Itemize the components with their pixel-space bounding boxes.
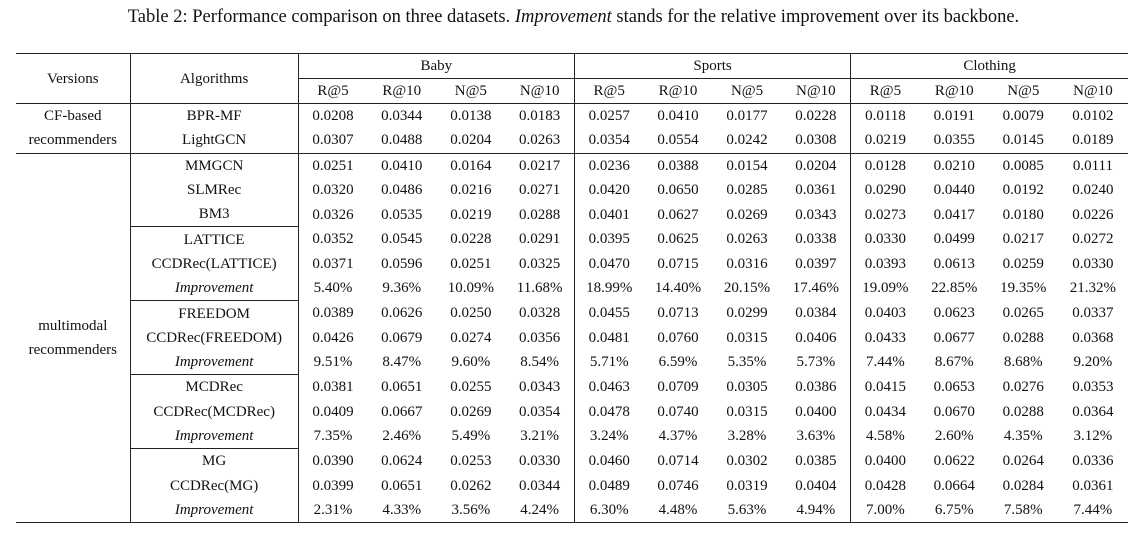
version-group-label [16, 104, 130, 154]
metric-value: 0.0499 [933, 231, 975, 248]
metric-value: 0.0713 [657, 305, 699, 322]
table-row [16, 252, 1128, 276]
header-metric-baby-3: N@10 [505, 79, 574, 104]
metric-value: 0.0481 [574, 326, 643, 350]
header-metric-clothing-3: N@10 [1058, 79, 1128, 104]
header-dataset-sports: Sports [574, 54, 850, 79]
metric-value: 0.0709 [657, 379, 699, 396]
metric-value: 5.63% [713, 498, 782, 523]
metric-value: 0.0118 [851, 104, 920, 129]
metric-value: 0.0102 [1058, 104, 1128, 129]
metric-value: 0.0470 [574, 252, 643, 276]
table-row [16, 424, 1128, 449]
metric-value: 6.59% [658, 354, 698, 371]
metric-value: 0.0307 [298, 128, 367, 153]
metric-value: 9.20% [1073, 354, 1113, 371]
header-metric-sports-3: N@10 [782, 79, 851, 104]
metric-value: 0.0228 [782, 104, 851, 129]
metric-value: 0.0740 [657, 403, 699, 420]
caption-suffix: stands for the relative improvement over its backbone. [616, 7, 1020, 27]
metric-value: 0.0463 [574, 375, 643, 400]
header-metric-baby-1: R@10 [367, 79, 436, 104]
metric-value: 0.0381 [298, 375, 367, 400]
table-row [16, 128, 1128, 153]
algorithm-name: MMGCN [130, 153, 298, 178]
metric-value: 0.0409 [298, 400, 367, 424]
algorithm-name: LightGCN [130, 128, 298, 153]
metric-value: 0.0164 [436, 153, 505, 178]
metric-value: 0.0554 [657, 132, 699, 149]
metric-value: 0.0368 [1072, 329, 1114, 346]
metric-value: 0.0326 [298, 202, 367, 227]
metric-value: 0.0299 [726, 305, 768, 322]
metric-value: 0.0269 [450, 403, 492, 420]
metric-value: 0.0664 [933, 477, 975, 494]
algorithm-name: LATTICE [130, 227, 298, 252]
metric-value: 0.0401 [574, 202, 643, 227]
metric-value: 3.12% [1073, 428, 1113, 445]
table-row [16, 449, 1128, 474]
metric-value: 0.0204 [782, 153, 851, 178]
algorithm-name: CCDRec(LATTICE) [130, 252, 298, 276]
metric-value: 0.0251 [298, 153, 367, 178]
metric-value: 0.0354 [574, 128, 643, 153]
metric-value: 0.0253 [450, 453, 492, 470]
metric-value: 0.0250 [450, 305, 492, 322]
metric-value: 0.0315 [726, 403, 768, 420]
metric-value: 0.0395 [574, 227, 643, 252]
algorithm-name: Improvement [130, 350, 298, 375]
metric-value: 3.56% [436, 498, 505, 523]
metric-value: 0.0271 [519, 182, 561, 199]
metric-value: 0.0344 [367, 104, 436, 129]
metric-value: 0.0404 [795, 477, 837, 494]
header-metric-clothing-1: R@10 [920, 79, 989, 104]
metric-value: 0.0336 [1072, 453, 1114, 470]
algorithm-name: CCDRec(MG) [130, 473, 298, 497]
metric-value: 0.0264 [1002, 453, 1044, 470]
header-dataset-clothing: Clothing [851, 54, 1128, 79]
metric-value: 0.0428 [851, 473, 920, 497]
version-label-line: CF-based [44, 108, 102, 125]
metric-value: 14.40% [654, 280, 702, 297]
header-metric-sports-1: R@10 [643, 79, 712, 104]
metric-value: 10.09% [447, 280, 494, 297]
metric-value: 0.0204 [450, 132, 492, 149]
metric-value: 0.0263 [726, 231, 768, 248]
metric-value: 0.0410 [643, 104, 712, 129]
metric-value: 0.0385 [795, 453, 837, 470]
metric-value: 0.0434 [851, 400, 920, 424]
metric-value: 0.0343 [519, 379, 561, 396]
metric-value: 0.0393 [851, 252, 920, 276]
metric-value: 0.0486 [381, 182, 423, 199]
metric-value: 0.0302 [726, 453, 768, 470]
metric-value: 5.40% [298, 276, 367, 301]
metric-value: 0.0386 [795, 379, 837, 396]
metric-value: 8.67% [934, 354, 974, 371]
algorithm-name: BPR-MF [130, 104, 298, 129]
table-row [16, 202, 1128, 227]
metric-value: 8.47% [382, 354, 422, 371]
metric-value: 0.0338 [795, 231, 837, 248]
metric-value: 0.0288 [1002, 403, 1044, 420]
caption-prefix: Table 2: Performance comparison on three datasets. [127, 7, 511, 27]
metric-value: 0.0670 [933, 403, 975, 420]
metric-value: 0.0622 [933, 453, 975, 470]
metric-value: 0.0085 [989, 153, 1058, 178]
metric-value: 0.0624 [381, 453, 423, 470]
metric-value: 0.0426 [298, 326, 367, 350]
metric-value: 0.0219 [851, 128, 920, 153]
table-row [16, 498, 1128, 523]
algorithm-name: MG [130, 449, 298, 474]
metric-value: 0.0262 [450, 477, 492, 494]
metric-value: 0.0308 [795, 132, 837, 149]
metric-value: 2.46% [382, 428, 422, 445]
algorithm-name: CCDRec(MCDRec) [130, 400, 298, 424]
metric-value: 0.0328 [519, 305, 561, 322]
metric-value: 7.44% [1058, 498, 1128, 523]
metric-value: 0.0371 [298, 252, 367, 276]
metric-value: 0.0128 [851, 153, 920, 178]
table-row [16, 276, 1128, 301]
metric-value: 0.0274 [450, 329, 492, 346]
metric-value: 0.0079 [989, 104, 1058, 129]
metric-value: 0.0478 [574, 400, 643, 424]
version-label-line: multimodal [38, 317, 108, 334]
metric-value: 0.0177 [713, 104, 782, 129]
metric-value: 0.0364 [1072, 403, 1114, 420]
algorithm-name: BM3 [130, 202, 298, 227]
metric-value: 0.0226 [1072, 206, 1114, 223]
header-algorithms: Algorithms [130, 54, 298, 104]
caption-italic-word: Improvement [514, 7, 612, 27]
version-group-label [16, 153, 130, 522]
algorithm-name: Improvement [130, 424, 298, 449]
metric-value: 0.0679 [381, 329, 423, 346]
header-metric-baby-2: N@5 [436, 79, 505, 104]
metric-value: 0.0319 [726, 477, 768, 494]
metric-value: 0.0255 [450, 379, 492, 396]
metric-value: 8.68% [1003, 354, 1043, 371]
metric-value: 0.0627 [657, 206, 699, 223]
version-label-line: recommenders [28, 341, 117, 358]
metric-value: 0.0180 [1002, 206, 1044, 223]
metric-value: 7.35% [298, 424, 367, 449]
metric-value: 0.0623 [933, 305, 975, 322]
metric-value: 8.54% [520, 354, 560, 371]
metric-value: 7.00% [851, 498, 920, 523]
metric-value: 18.99% [574, 276, 643, 301]
metric-value: 0.0545 [381, 231, 423, 248]
metric-value: 0.0259 [1002, 255, 1044, 272]
metric-value: 0.0240 [1072, 182, 1114, 199]
metric-value: 3.63% [796, 428, 836, 445]
metric-value: 5.49% [451, 428, 491, 445]
table-row [16, 178, 1128, 202]
metric-value: 0.0330 [1072, 255, 1114, 272]
metric-value: 0.0242 [726, 132, 768, 149]
metric-value: 0.0138 [436, 104, 505, 129]
metric-value: 0.0145 [1002, 132, 1044, 149]
metric-value: 0.0455 [574, 301, 643, 326]
metric-value: 0.0355 [933, 132, 975, 149]
metric-value: 0.0415 [851, 375, 920, 400]
metric-value: 0.0257 [574, 104, 643, 129]
metric-value: 0.0288 [1002, 329, 1044, 346]
metric-value: 0.0397 [795, 255, 837, 272]
table-row [16, 301, 1128, 326]
metric-value: 0.0667 [381, 403, 423, 420]
metric-value: 7.58% [989, 498, 1058, 523]
metric-value: 0.0290 [851, 178, 920, 202]
metric-value: 0.0343 [795, 206, 837, 223]
metric-value: 0.0192 [1002, 182, 1044, 199]
metric-value: 0.0263 [519, 132, 561, 149]
metric-value: 0.0353 [1072, 379, 1114, 396]
metric-value: 0.0337 [1072, 305, 1114, 322]
table-row [16, 227, 1128, 252]
metric-value: 0.0228 [450, 231, 492, 248]
header-metric-sports-2: N@5 [713, 79, 782, 104]
metric-value: 0.0361 [1072, 477, 1114, 494]
algorithm-name: Improvement [130, 498, 298, 523]
metric-value: 0.0316 [726, 255, 768, 272]
metric-value: 0.0715 [657, 255, 699, 272]
metric-value: 3.24% [574, 424, 643, 449]
header-metric-clothing-2: N@5 [989, 79, 1058, 104]
metric-value: 0.0399 [298, 473, 367, 497]
version-label-line: recommenders [28, 132, 117, 149]
metric-value: 0.0315 [726, 329, 768, 346]
metric-value: 0.0400 [795, 403, 837, 420]
metric-value: 5.73% [796, 354, 836, 371]
metric-value: 0.0714 [657, 453, 699, 470]
metric-value: 0.0390 [298, 449, 367, 474]
table-row [16, 104, 1128, 129]
header-metric-clothing-0: R@5 [851, 79, 920, 104]
metric-value: 0.0352 [298, 227, 367, 252]
metric-value: 0.0217 [1002, 231, 1044, 248]
table-row [16, 400, 1128, 424]
header-dataset-baby: Baby [298, 54, 574, 79]
metric-value: 0.0384 [795, 305, 837, 322]
metric-value: 0.0251 [450, 255, 492, 272]
metric-value: 4.37% [658, 428, 698, 445]
metric-value: 0.0320 [298, 178, 367, 202]
table-caption [0, 6, 1147, 28]
metric-value: 0.0111 [1058, 153, 1128, 178]
metric-value: 0.0189 [1072, 132, 1114, 149]
metric-value: 0.0330 [519, 453, 561, 470]
metric-value: 7.44% [851, 350, 920, 375]
metric-value: 0.0236 [574, 153, 643, 178]
metric-value: 5.35% [727, 354, 767, 371]
metric-value: 0.0403 [851, 301, 920, 326]
metric-value: 0.0389 [298, 301, 367, 326]
table-row [16, 326, 1128, 350]
metric-value: 0.0356 [519, 329, 561, 346]
metric-value: 0.0216 [450, 182, 492, 199]
metric-value: 0.0746 [657, 477, 699, 494]
metric-value: 4.94% [782, 498, 851, 523]
metric-value: 4.35% [1003, 428, 1043, 445]
metric-value: 22.85% [931, 280, 978, 297]
metric-value: 9.60% [451, 354, 491, 371]
metric-value: 0.0288 [519, 206, 561, 223]
metric-value: 11.68% [516, 280, 563, 297]
metric-value: 2.60% [934, 428, 974, 445]
metric-value: 0.0406 [795, 329, 837, 346]
metric-value: 0.0613 [933, 255, 975, 272]
metric-value: 0.0651 [381, 379, 423, 396]
metric-value: 0.0344 [519, 477, 561, 494]
metric-value: 0.0460 [574, 449, 643, 474]
table-row [16, 375, 1128, 400]
metric-value: 21.32% [1069, 280, 1117, 297]
metric-value: 4.24% [505, 498, 574, 523]
metric-value: 0.0191 [920, 104, 989, 129]
results-table [16, 53, 1128, 523]
metric-value: 3.21% [520, 428, 560, 445]
header-metric-baby-0: R@5 [298, 79, 367, 104]
metric-value: 0.0272 [1072, 231, 1114, 248]
metric-value: 20.15% [723, 280, 771, 297]
metric-value: 6.75% [920, 498, 989, 523]
metric-value: 0.0361 [795, 182, 837, 199]
metric-value: 2.31% [298, 498, 367, 523]
metric-value: 0.0183 [505, 104, 574, 129]
metric-value: 0.0650 [657, 182, 699, 199]
metric-value: 9.36% [382, 280, 422, 297]
algorithm-name: CCDRec(FREEDOM) [130, 326, 298, 350]
metric-value: 4.33% [367, 498, 436, 523]
metric-value: 0.0535 [381, 206, 423, 223]
metric-value: 0.0417 [933, 206, 975, 223]
metric-value: 0.0325 [519, 255, 561, 272]
algorithm-name: SLMRec [130, 178, 298, 202]
algorithm-name: Improvement [130, 276, 298, 301]
metric-value: 0.0488 [381, 132, 423, 149]
metric-value: 6.30% [574, 498, 643, 523]
metric-value: 5.71% [574, 350, 643, 375]
metric-value: 0.0626 [381, 305, 423, 322]
metric-value: 0.0265 [1002, 305, 1044, 322]
metric-value: 0.0388 [643, 153, 712, 178]
metric-value: 19.09% [851, 276, 920, 301]
algorithm-name: FREEDOM [130, 301, 298, 326]
metric-value: 0.0219 [450, 206, 492, 223]
metric-value: 0.0154 [713, 153, 782, 178]
metric-value: 0.0420 [574, 178, 643, 202]
metric-value: 3.28% [727, 428, 767, 445]
metric-value: 0.0276 [1002, 379, 1044, 396]
metric-value: 0.0625 [657, 231, 699, 248]
metric-value: 4.58% [851, 424, 920, 449]
metric-value: 0.0273 [851, 202, 920, 227]
metric-value: 0.0410 [367, 153, 436, 178]
metric-value: 4.48% [643, 498, 712, 523]
table-row [16, 473, 1128, 497]
metric-value: 0.0208 [298, 104, 367, 129]
metric-value: 0.0305 [726, 379, 768, 396]
metric-value: 0.0760 [657, 329, 699, 346]
metric-value: 0.0400 [851, 449, 920, 474]
metric-value: 0.0269 [726, 206, 768, 223]
metric-value: 0.0440 [933, 182, 975, 199]
metric-value: 9.51% [298, 350, 367, 375]
header-metric-sports-0: R@5 [574, 79, 643, 104]
metric-value: 0.0489 [574, 473, 643, 497]
table-row [16, 153, 1128, 178]
metric-value: 0.0217 [505, 153, 574, 178]
metric-value: 0.0330 [851, 227, 920, 252]
metric-value: 0.0651 [381, 477, 423, 494]
metric-value: 0.0433 [851, 326, 920, 350]
metric-value: 0.0677 [933, 329, 975, 346]
metric-value: 0.0291 [519, 231, 561, 248]
metric-value: 17.46% [792, 280, 839, 297]
header-versions: Versions [16, 54, 130, 104]
algorithm-name: MCDRec [130, 375, 298, 400]
metric-value: 19.35% [1000, 280, 1047, 297]
metric-value: 0.0354 [519, 403, 561, 420]
metric-value: 0.0210 [920, 153, 989, 178]
metric-value: 0.0653 [933, 379, 975, 396]
metric-value: 0.0284 [1002, 477, 1044, 494]
table-row [16, 350, 1128, 375]
metric-value: 0.0596 [381, 255, 423, 272]
metric-value: 0.0285 [726, 182, 768, 199]
